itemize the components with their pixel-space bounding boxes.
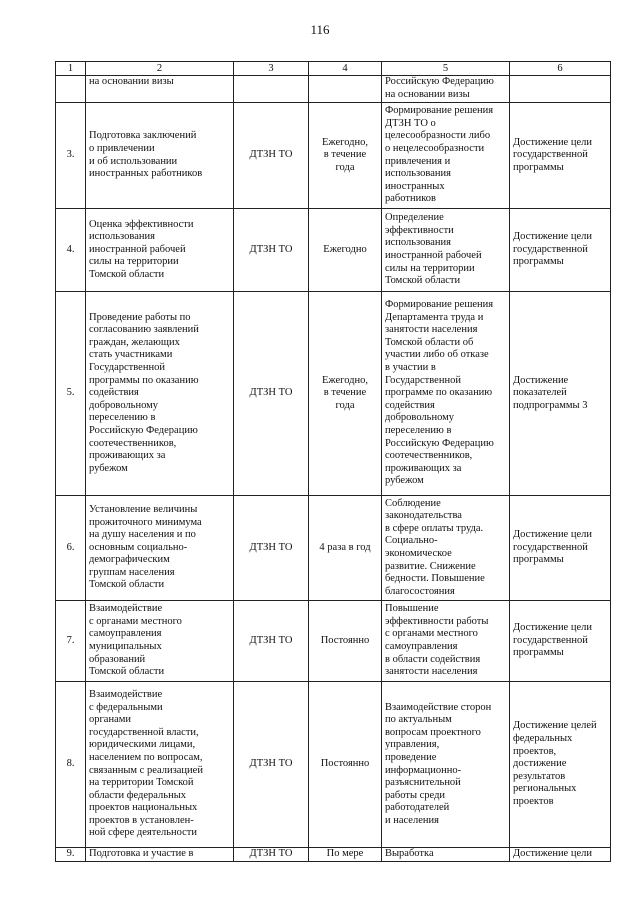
executor-cell: ДТЗН ТО [234,209,309,292]
table-row [56,848,611,862]
result-cell: Соблюдение законодательства в сфере оплаты труда. Социально- экономическое развитие. Снижение бедности. Повышение благосостояния [382,496,510,601]
result-cell: Взаимодействие сторон по актуальным вопросам проектного управления, проведение информационно- разъяснительной работы среди работодателей и населения [382,682,510,848]
executor-cell: ДТЗН ТО [234,496,309,601]
table-row [56,682,611,848]
action-cell: Взаимодействие с федеральными органами государственной власти, юридическими лицами, населением по вопросам, связанным с реализацией на территории Томской области федеральных проектов национальных проектов в установлен- ной сфере деятельности [86,682,234,848]
term-cell [309,76,382,103]
row-number: 8. [56,682,86,848]
table-header-row [56,62,611,76]
result-cell: Определение эффективности использования иностранной рабочей силы на территории Томской области [382,209,510,292]
link-cell: Достижение цели [510,848,611,862]
row-number: 9. [56,848,86,862]
executor-cell [234,76,309,103]
row-number: 5. [56,292,86,496]
link-cell: Достижение цели государственной программы [510,103,611,209]
action-cell: на основании визы [86,76,234,103]
action-cell: Проведение работы по согласованию заявлений граждан, желающих стать участниками Государственной программы по оказанию содействия добровольному переселению в Российскую Федерацию соотечественников, проживающих за рубежом [86,292,234,496]
term-cell: По мере [309,848,382,862]
term-cell: Ежегодно, в течение года [309,103,382,209]
action-cell: Подготовка и участие в [86,848,234,862]
header-col-4: 4 [309,62,382,76]
executor-cell: ДТЗН ТО [234,292,309,496]
result-cell: Формирование решения ДТЗН ТО о целесообразности либо о нецелесообразности привлечения и использования иностранных работников [382,103,510,209]
link-cell [510,76,611,103]
action-cell: Подготовка заключений о привлечении и об использовании иностранных работников [86,103,234,209]
table-row [56,496,611,601]
result-cell: Выработка [382,848,510,862]
header-col-5: 5 [382,62,510,76]
result-cell: Повышение эффективности работы с органами местного самоуправления в области содействия занятости населения [382,601,510,682]
executor-cell: ДТЗН ТО [234,848,309,862]
term-cell: 4 раза в год [309,496,382,601]
header-col-1: 1 [56,62,86,76]
row-number: 7. [56,601,86,682]
table-row [56,76,611,103]
term-cell: Ежегодно [309,209,382,292]
row-number [56,76,86,103]
row-number: 3. [56,103,86,209]
table-row [56,209,611,292]
executor-cell: ДТЗН ТО [234,601,309,682]
link-cell: Достижение целей федеральных проектов, достижение результатов региональных проектов [510,682,611,848]
link-cell: Достижение цели государственной программы [510,601,611,682]
term-cell: Постоянно [309,682,382,848]
term-cell: Ежегодно, в течение года [309,292,382,496]
header-col-2: 2 [86,62,234,76]
link-cell: Достижение цели государственной программы [510,496,611,601]
result-cell: Российскую Федерацию на основании визы [382,76,510,103]
link-cell: Достижение цели государственной программы [510,209,611,292]
executor-cell: ДТЗН ТО [234,103,309,209]
term-cell: Постоянно [309,601,382,682]
action-cell: Оценка эффективности использования иностранной рабочей силы на территории Томской области [86,209,234,292]
action-cell: Установление величины прожиточного минимума на душу населения и по основным социально- демографическим группам населения Томской области [86,496,234,601]
executor-cell: ДТЗН ТО [234,682,309,848]
table-row [56,103,611,209]
page-number: 116 [310,22,330,37]
result-cell: Формирование решения Департамента труда и занятости населения Томской области об участии либо об отказе в участии в Государственной программе по оказанию содействия добровольному переселению в Российскую Федерацию соотечественников, проживающих за рубежом [382,292,510,496]
measures-table [55,61,611,862]
row-number: 4. [56,209,86,292]
table-row [56,292,611,496]
table-row [56,601,611,682]
header-col-6: 6 [510,62,611,76]
link-cell: Достижение показателей подпрограммы 3 [510,292,611,496]
row-number: 6. [56,496,86,601]
action-cell: Взаимодействие с органами местного самоуправления муниципальных образований Томской области [86,601,234,682]
header-col-3: 3 [234,62,309,76]
